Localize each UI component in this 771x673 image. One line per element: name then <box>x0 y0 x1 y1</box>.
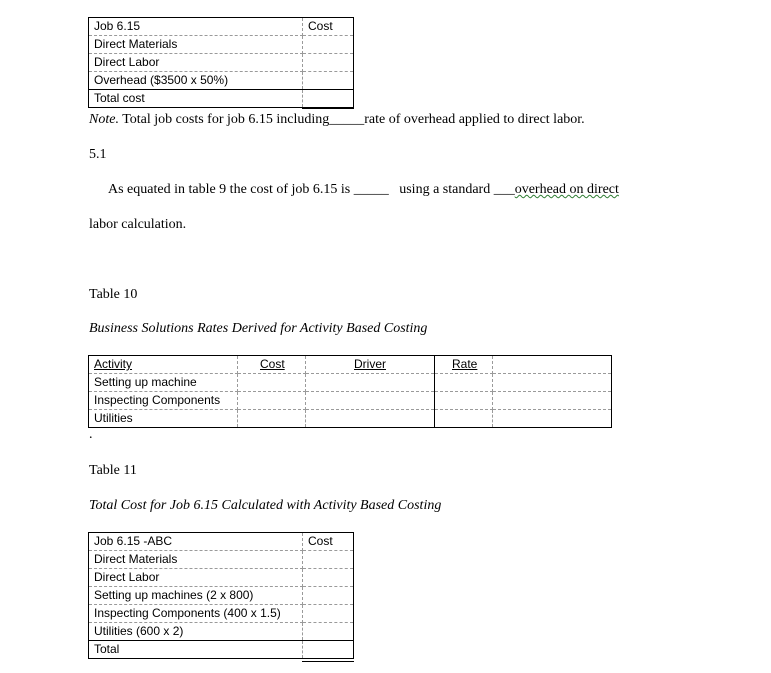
cost-cell <box>303 587 354 605</box>
header-job: Job 6.15 -ABC <box>89 533 303 551</box>
activity-label: Inspecting Components <box>89 392 238 410</box>
paragraph-blank-1: _____ <box>353 182 389 197</box>
header-cost: Cost <box>303 533 354 551</box>
cost-cell <box>303 551 354 569</box>
table-row <box>89 392 612 410</box>
table-row <box>89 587 354 605</box>
table-row <box>89 551 354 569</box>
activity-label: Utilities <box>89 410 238 428</box>
driver-cell <box>306 392 435 410</box>
driver-cell <box>306 410 435 428</box>
table-11-title: Total Cost for Job 6.15 Calculated with Activity Based Costing <box>89 498 442 513</box>
note-blank: _____ <box>329 112 365 127</box>
note-text-after: rate of overhead applied to direct labor. <box>364 112 585 127</box>
table-header-row <box>89 356 612 374</box>
cost-cell <box>303 623 354 641</box>
row-label: Setting up machines (2 x 800) <box>89 587 303 605</box>
paragraph-line-2: labor calculation. <box>89 217 187 232</box>
table-row <box>89 569 354 587</box>
note-label: Note. <box>89 112 119 127</box>
cost-cell <box>238 392 306 410</box>
activity-label: Setting up machine <box>89 374 238 392</box>
row-label: Direct Labor <box>89 54 303 72</box>
cost-cell <box>303 54 354 72</box>
table-row <box>89 374 612 392</box>
header-activity: Activity <box>89 356 238 374</box>
cost-cell <box>303 605 354 623</box>
rate-cell <box>435 410 493 428</box>
cost-cell <box>303 90 354 108</box>
table-row <box>89 641 354 659</box>
row-label: Direct Labor <box>89 569 303 587</box>
abc-total-cost-table <box>88 532 354 659</box>
paragraph-part-1: As equated in table 9 the cost of job 6.15 is <box>108 182 351 197</box>
cost-cell <box>303 36 354 54</box>
row-label: Inspecting Components (400 x 1.5) <box>89 605 303 623</box>
table-row <box>89 605 354 623</box>
total-underline <box>302 661 354 662</box>
table-10-title: Business Solutions Rates Derived for Activity Based Costing <box>89 321 428 336</box>
header-cost: Cost <box>303 18 354 36</box>
paragraph-part-3: overhead on direct <box>514 182 619 197</box>
table-row <box>89 623 354 641</box>
table-row <box>89 36 354 54</box>
driver-cell <box>306 374 435 392</box>
table-row <box>89 90 354 108</box>
rate-cell <box>435 374 493 392</box>
cost-cell <box>238 410 306 428</box>
table-header-row <box>89 18 354 36</box>
rate-cell <box>435 392 493 410</box>
row-label: Direct Materials <box>89 551 303 569</box>
header-cost: Cost <box>238 356 306 374</box>
extra-cell <box>493 356 612 374</box>
table-note <box>89 111 585 129</box>
table-11-label: Table 11 <box>89 463 137 478</box>
extra-cell <box>493 410 612 428</box>
row-label: Total cost <box>89 90 303 108</box>
activity-rates-table <box>88 355 612 428</box>
table-row <box>89 410 612 428</box>
row-label: Utilities (600 x 2) <box>89 623 303 641</box>
stray-dot: . <box>89 427 93 442</box>
cost-cell <box>303 569 354 587</box>
header-driver: Driver <box>306 356 435 374</box>
table-row <box>89 72 354 90</box>
cost-cell <box>238 374 306 392</box>
extra-cell <box>493 374 612 392</box>
note-text-before: Total job costs for job 6.15 including <box>122 112 330 127</box>
header-rate: Rate <box>435 356 493 374</box>
header-job: Job 6.15 <box>89 18 303 36</box>
extra-cell <box>493 392 612 410</box>
total-underline <box>302 108 354 109</box>
row-label: Overhead ($3500 x 50%) <box>89 72 303 90</box>
row-label: Total <box>89 641 303 659</box>
cost-cell <box>303 641 354 659</box>
row-label: Direct Materials <box>89 36 303 54</box>
table-header-row <box>89 533 354 551</box>
paragraph-blank-2: ___ <box>493 182 515 197</box>
paragraph-part-2: using a standard <box>399 182 491 197</box>
paragraph-line-1 <box>108 181 619 199</box>
table-10-label: Table 10 <box>89 287 138 302</box>
cost-cell <box>303 72 354 90</box>
table-row <box>89 54 354 72</box>
job-cost-table <box>88 17 354 108</box>
section-number: 5.1 <box>89 147 107 162</box>
